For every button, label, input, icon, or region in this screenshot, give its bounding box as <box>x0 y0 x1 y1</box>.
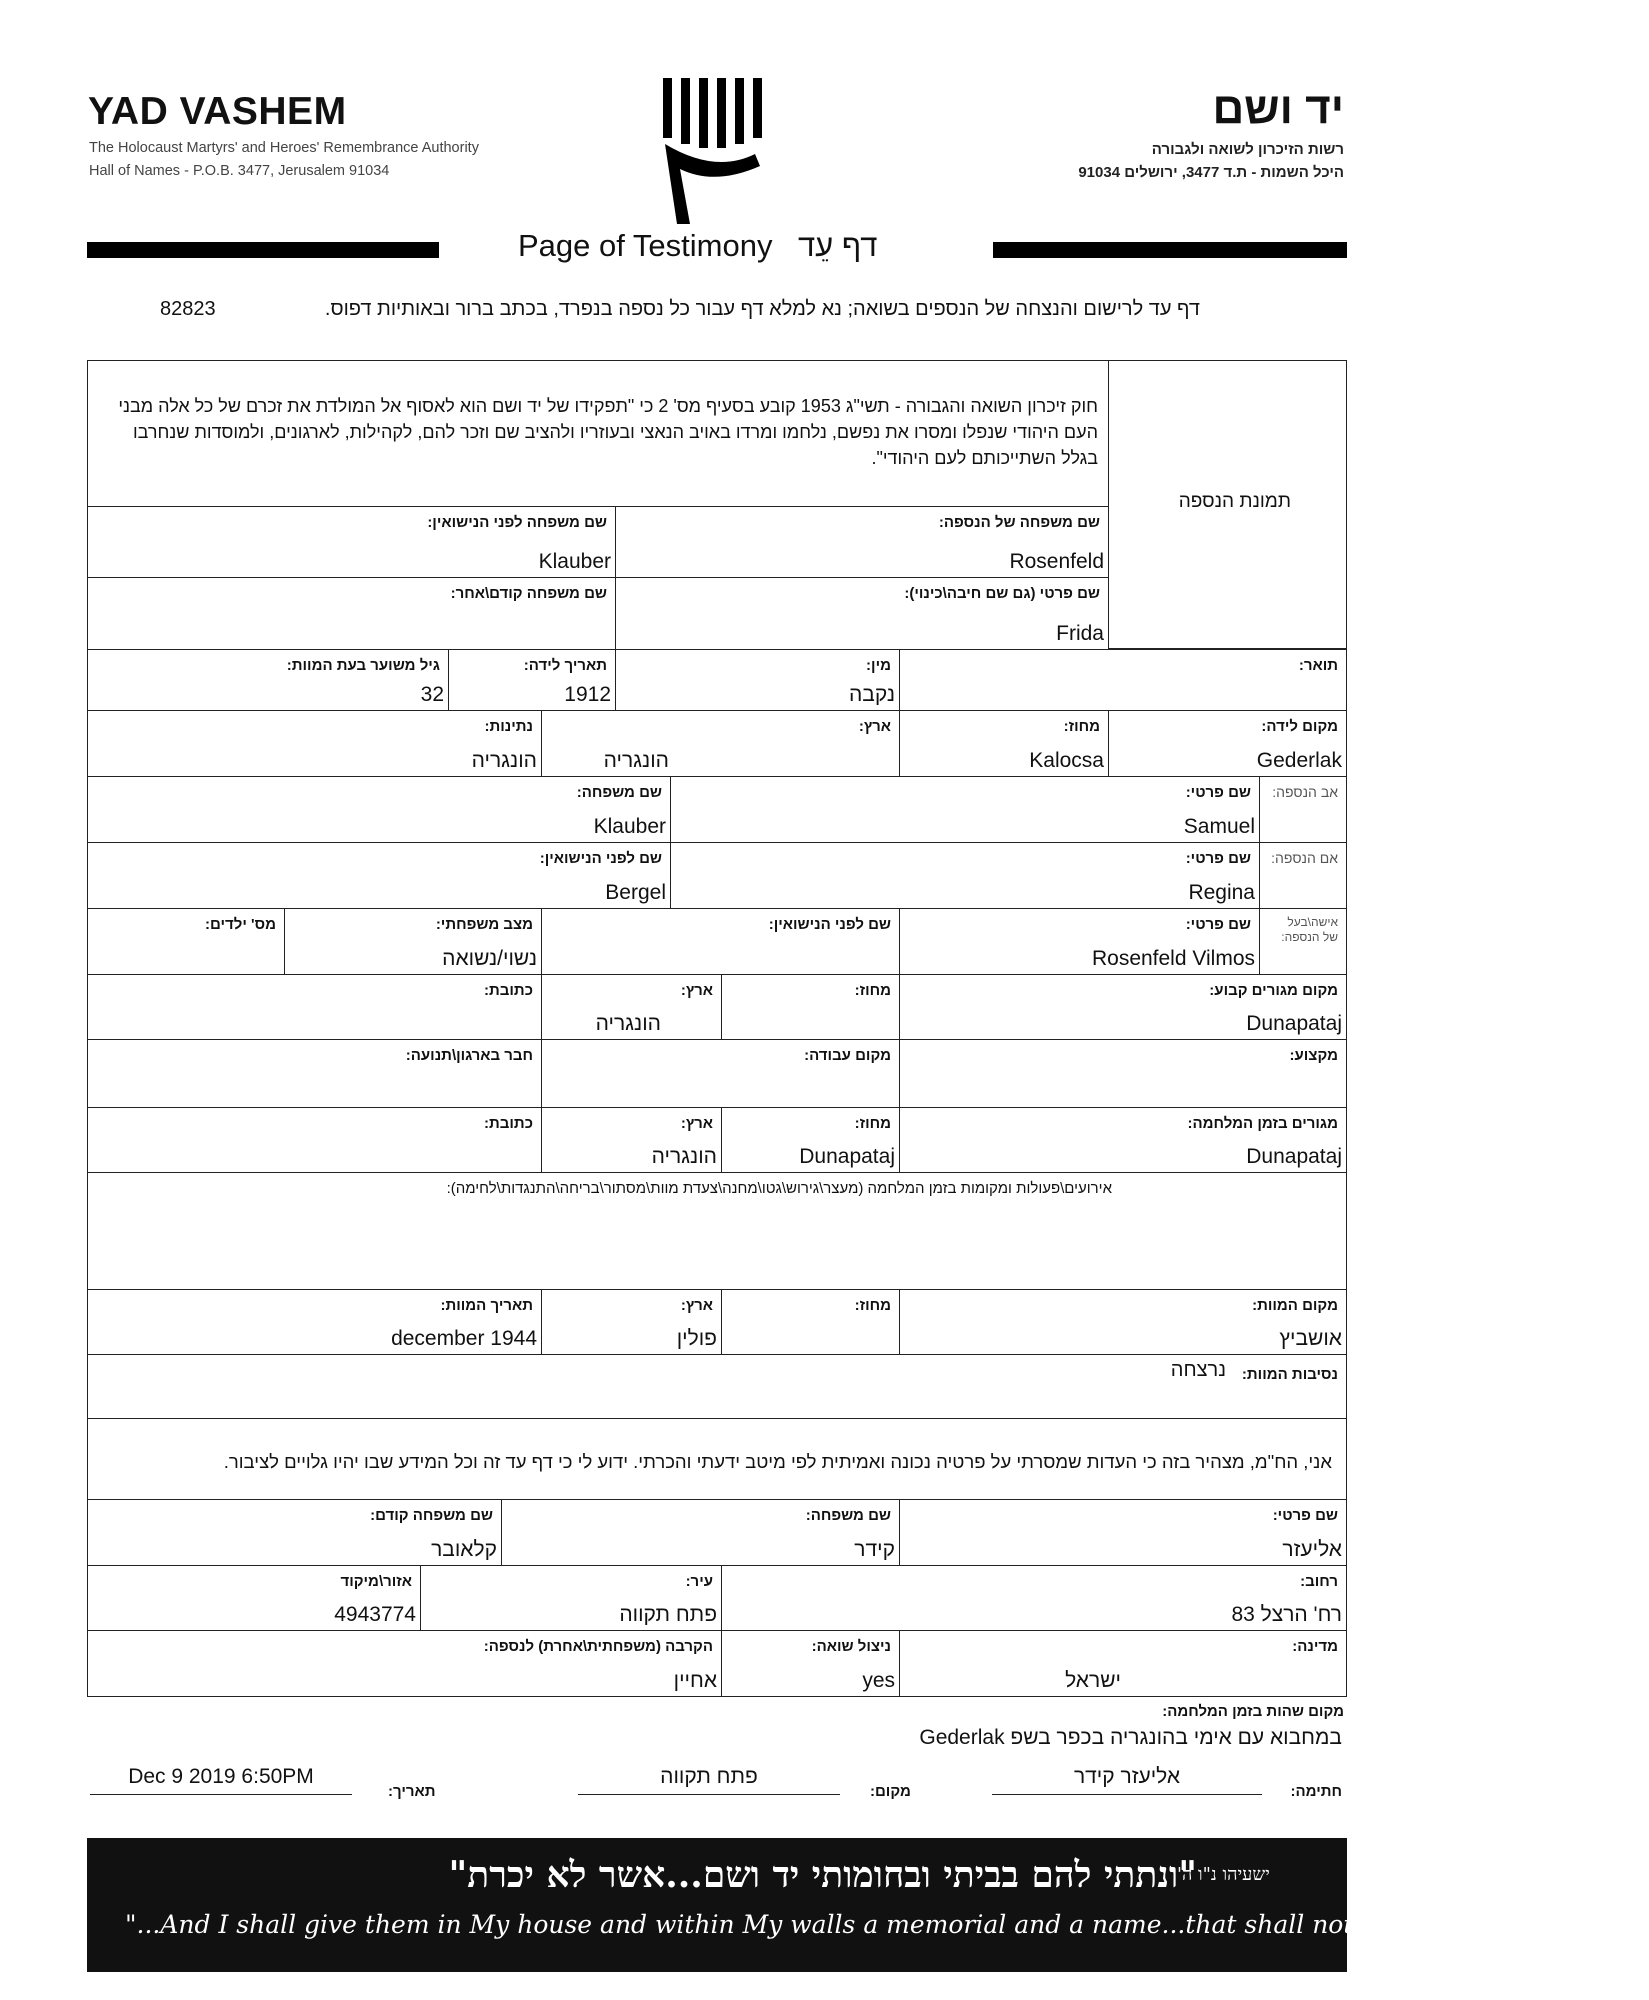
header-bar-left <box>87 242 439 258</box>
header-bar-right <box>993 242 1347 258</box>
wartime-country-field[interactable]: ארץ: הונגריה <box>541 1107 722 1173</box>
signature-field[interactable] <box>992 1765 1262 1795</box>
declaration-box <box>87 1418 1347 1500</box>
father-side-label: אב הנספה: <box>1259 776 1347 843</box>
yad-vashem-logo-icon <box>655 74 770 224</box>
spouse-first-name-field[interactable]: שם פרטי: Rosenfeld Vilmos <box>899 908 1260 975</box>
law-text-box <box>87 360 1109 507</box>
father-last-name-field[interactable]: שם משפחה: Klauber <box>87 776 671 843</box>
submitter-city-field[interactable]: עיר: פתח תקווה <box>420 1565 722 1631</box>
wartime-district-field[interactable]: מחוז: Dunapataj <box>721 1107 900 1173</box>
submitter-zip-field[interactable]: אזור\מיקוד 4943774 <box>87 1565 421 1631</box>
residence-place-field[interactable]: מקום מגורים קבוע: Dunapataj <box>899 974 1347 1040</box>
residence-country-value: הונגריה <box>595 1012 661 1035</box>
submitter-street-field[interactable]: רחוב: רח' הרצל 83 <box>721 1565 1347 1631</box>
declaration-text: אני, הח"מ, מצהיר בזה כי העדות שמסרתי על פרטיה נכונה ואמיתית לפי מיטב ידעתי והכרתי. ידוע לי כי דף עד זה וכל המידע שבו יהיו גלויים לציבור. <box>223 1451 1332 1472</box>
submitter-country-value: ישראל <box>1065 1669 1121 1692</box>
residence-address-field[interactable]: כתובת: <box>87 974 542 1040</box>
en-subtitle-address: Hall of Names - P.O.B. 3477, Jerusalem 91034 <box>89 163 390 179</box>
wartime-place-value: Dunapataj <box>1246 1145 1342 1168</box>
residence-place-value: Dunapataj <box>1246 1012 1342 1035</box>
gender-value: נקבה <box>848 683 895 706</box>
date-field[interactable] <box>90 1765 352 1795</box>
father-first-name-field[interactable]: שם פרטי: Samuel <box>670 776 1260 843</box>
submitter-last-name-value: קידר <box>854 1538 895 1561</box>
quote-hebrew-ref: ישעיהו נ"ו ה' <box>1177 1864 1270 1885</box>
date-label: תאריך: <box>388 1783 436 1800</box>
death-district-field[interactable]: מחוז: <box>721 1289 900 1355</box>
death-circumstances-field[interactable]: נסיבות המוות: נרצחה <box>87 1354 1347 1419</box>
submitter-city-value: פתח תקווה <box>619 1603 717 1626</box>
relation-to-victim-field[interactable]: הקרבה (משפחתית\אחרת) לנספה: אחיין <box>87 1630 722 1697</box>
residence-country-field[interactable]: ארץ: הונגריה <box>541 974 722 1040</box>
photo-label: תמונת הנספה <box>1178 491 1291 512</box>
nationality-field[interactable]: נתינות: הונגריה <box>87 710 542 777</box>
place-value: פתח תקווה <box>660 1765 758 1788</box>
workplace-field[interactable]: מקום עבודה: <box>541 1039 900 1108</box>
victim-first-name-value: Frida <box>1056 622 1104 645</box>
wartime-stay-value: במחבוא עם אימי בהונגריה בכפר בשפ Gederlak <box>919 1726 1342 1749</box>
yad-vashem-en-title: YAD VASHEM <box>88 90 347 133</box>
death-country-value: פולין <box>676 1327 717 1350</box>
spouse-first-name-value: Rosenfeld Vilmos <box>1091 947 1255 970</box>
testimony-form <box>87 360 1347 1700</box>
spouse-maiden-name-field[interactable]: שם לפני הנישואין: <box>541 908 900 975</box>
yad-vashem-he-title: יד ושם <box>1212 84 1344 133</box>
children-count-field[interactable]: מס' ילדים: <box>87 908 285 975</box>
date-value: Dec 9 2019 6:50PM <box>128 1765 314 1788</box>
organization-member-field[interactable]: חבר בארגון\תנועה: <box>87 1039 542 1108</box>
intro-instructions: דף עד לרישום והנצחה של הנספים בשואה; נא למלא דף עבור כל נספה בנפרד, בכתב ברור ובאותיות דפוס. <box>324 298 1200 320</box>
wartime-events-field[interactable]: אירועים\פעולות ומקומות בזמן המלחמה (מעצר\גירוש\גטו\מחנה\צעדת מוות\מסתור\בריחה\התנגדות\לחימה): <box>87 1172 1347 1290</box>
previous-name-field[interactable]: שם משפחה קודם\אחר: <box>87 577 616 650</box>
wartime-stay-label: מקום שהות בזמן המלחמה: <box>1162 1703 1344 1720</box>
spouse-side-label: אישה\בעל של הנספה: <box>1259 908 1347 975</box>
maiden-name-value: Klauber <box>538 550 611 573</box>
place-label: מקום: <box>870 1783 911 1800</box>
wartime-district-value: Dunapataj <box>799 1145 895 1168</box>
death-country-field[interactable]: ארץ: פולין <box>541 1289 722 1355</box>
gender-field[interactable]: מין: נקבה <box>615 649 900 711</box>
title-field[interactable]: תואר: <box>899 649 1347 711</box>
holocaust-survivor-field[interactable]: ניצול שואה: yes <box>721 1630 900 1697</box>
submitter-country-field[interactable]: מדינה: ישראל <box>899 1630 1347 1697</box>
father-last-name-value: Klauber <box>593 815 666 838</box>
he-subtitle-authority: רשות הזיכרון לשואה ולגבורה <box>1151 141 1344 158</box>
en-subtitle-authority: The Holocaust Martyrs' and Heroes' Remembrance Authority <box>89 140 479 156</box>
wartime-address-field[interactable]: כתובת: <box>87 1107 542 1173</box>
page-title-he: דף עֵד <box>798 228 878 263</box>
birth-place-value: Gederlak <box>1256 749 1342 772</box>
victim-last-name-value: Rosenfeld <box>1009 550 1104 573</box>
quote-english: "...And I shall give them in My house and within My walls a memorial and a name...that shall not be cut off" Isaiah, 56:5 <box>125 1910 1649 1939</box>
death-circumstances-value: נרצחה <box>1170 1359 1226 1381</box>
birth-district-field[interactable]: מחוז: Kalocsa <box>899 710 1109 777</box>
marital-status-field[interactable]: מצב משפחתי: נשוי/נשואה <box>284 908 542 975</box>
death-date-value: december 1944 <box>391 1327 537 1350</box>
testimony-number: 82823 <box>160 298 216 320</box>
mother-first-name-value: Regina <box>1188 881 1255 904</box>
age-value: 32 <box>420 683 444 706</box>
isaiah-quote-banner <box>87 1838 1649 1972</box>
submitter-previous-name-value: קלאובר <box>431 1538 497 1561</box>
quote-hebrew: "ונתתי להם בביתי ובחומותי יד ושם...אשר לא יכרת" <box>448 1854 1197 1896</box>
profession-field[interactable]: מקצוע: <box>899 1039 1347 1108</box>
submitter-first-name-field[interactable]: שם פרטי: אליעזר <box>899 1499 1347 1566</box>
holocaust-survivor-value: yes <box>862 1669 895 1692</box>
mother-maiden-name-value: Bergel <box>605 881 666 904</box>
nationality-value: הונגריה <box>471 749 537 772</box>
birth-country-field[interactable]: ארץ: הונגריה <box>541 710 900 777</box>
signature-value: אליעזר קידר <box>1073 1765 1181 1788</box>
birth-date-field[interactable]: תאריך לידה: 1912 <box>448 649 616 711</box>
relation-to-victim-value: אחיין <box>673 1669 717 1692</box>
death-place-field[interactable]: מקום המוות: אושביץ <box>899 1289 1347 1355</box>
victim-last-name-field[interactable]: שם משפחה של הנספה: Rosenfeld <box>615 506 1109 578</box>
birth-date-value: 1912 <box>564 683 611 706</box>
residence-district-field[interactable]: מחוז: <box>721 974 900 1040</box>
submitter-zip-value: 4943774 <box>334 1603 416 1626</box>
he-subtitle-address: היכל השמות - ת.ד 3477, ירושלים 91034 <box>1078 164 1344 181</box>
birth-place-field[interactable]: מקום לידה: Gederlak <box>1108 710 1347 777</box>
age-field[interactable]: גיל משוער בעת המוות: 32 <box>87 649 449 711</box>
father-first-name-value: Samuel <box>1183 815 1255 838</box>
law-text: חוק זיכרון השואה והגבורה - תשי"ג 1953 קובע בסעיף מס' 2 כי "תפקידו של יד ושם הוא לאסוף אל המולדת את זכרם של כל אלה מבני העם היהודי שנפלו ומסרו את נפשם, נלחמו ומרדו באויב הנאצי ובעוזריו ולהציב שם וזכר להם, לקהילות, לארגונים, ולמוסדות שנחרבו בגלל השתייכותם לעם היהודי". <box>118 396 1098 468</box>
submitter-street-value: רח' הרצל 83 <box>1231 1603 1342 1626</box>
birth-country-value: הונגריה <box>603 749 669 772</box>
submitter-last-name-field[interactable]: שם משפחה: קידר <box>501 1499 900 1566</box>
mother-first-name-field[interactable]: שם פרטי: Regina <box>670 842 1260 909</box>
mother-maiden-name-field[interactable]: שם לפני הנישואין: Bergel <box>87 842 671 909</box>
photo-box[interactable] <box>1108 360 1347 649</box>
mother-side-label: אם הנספה: <box>1259 842 1347 909</box>
death-place-value: אושביץ <box>1279 1327 1342 1350</box>
victim-first-name-field[interactable]: שם פרטי (גם שם חיבה\כינוי): Frida <box>615 577 1109 650</box>
maiden-name-field[interactable]: שם משפחה לפני הנישואין: Klauber <box>87 506 616 578</box>
death-date-field[interactable]: תאריך המוות: december 1944 <box>87 1289 542 1355</box>
page-title-en: Page of Testimony <box>518 228 773 263</box>
signature-label: חתימה: <box>1290 1783 1342 1800</box>
wartime-place-field[interactable]: מגורים בזמן המלחמה: Dunapataj <box>899 1107 1347 1173</box>
birth-district-value: Kalocsa <box>1029 749 1104 772</box>
submitter-first-name-value: אליעזר <box>1282 1538 1342 1561</box>
place-field[interactable] <box>578 1765 840 1795</box>
marital-status-value: נשוי/נשואה <box>442 947 537 970</box>
wartime-country-value: הונגריה <box>651 1145 717 1168</box>
submitter-previous-name-field[interactable]: שם משפחה קודם: קלאובר <box>87 1499 502 1566</box>
